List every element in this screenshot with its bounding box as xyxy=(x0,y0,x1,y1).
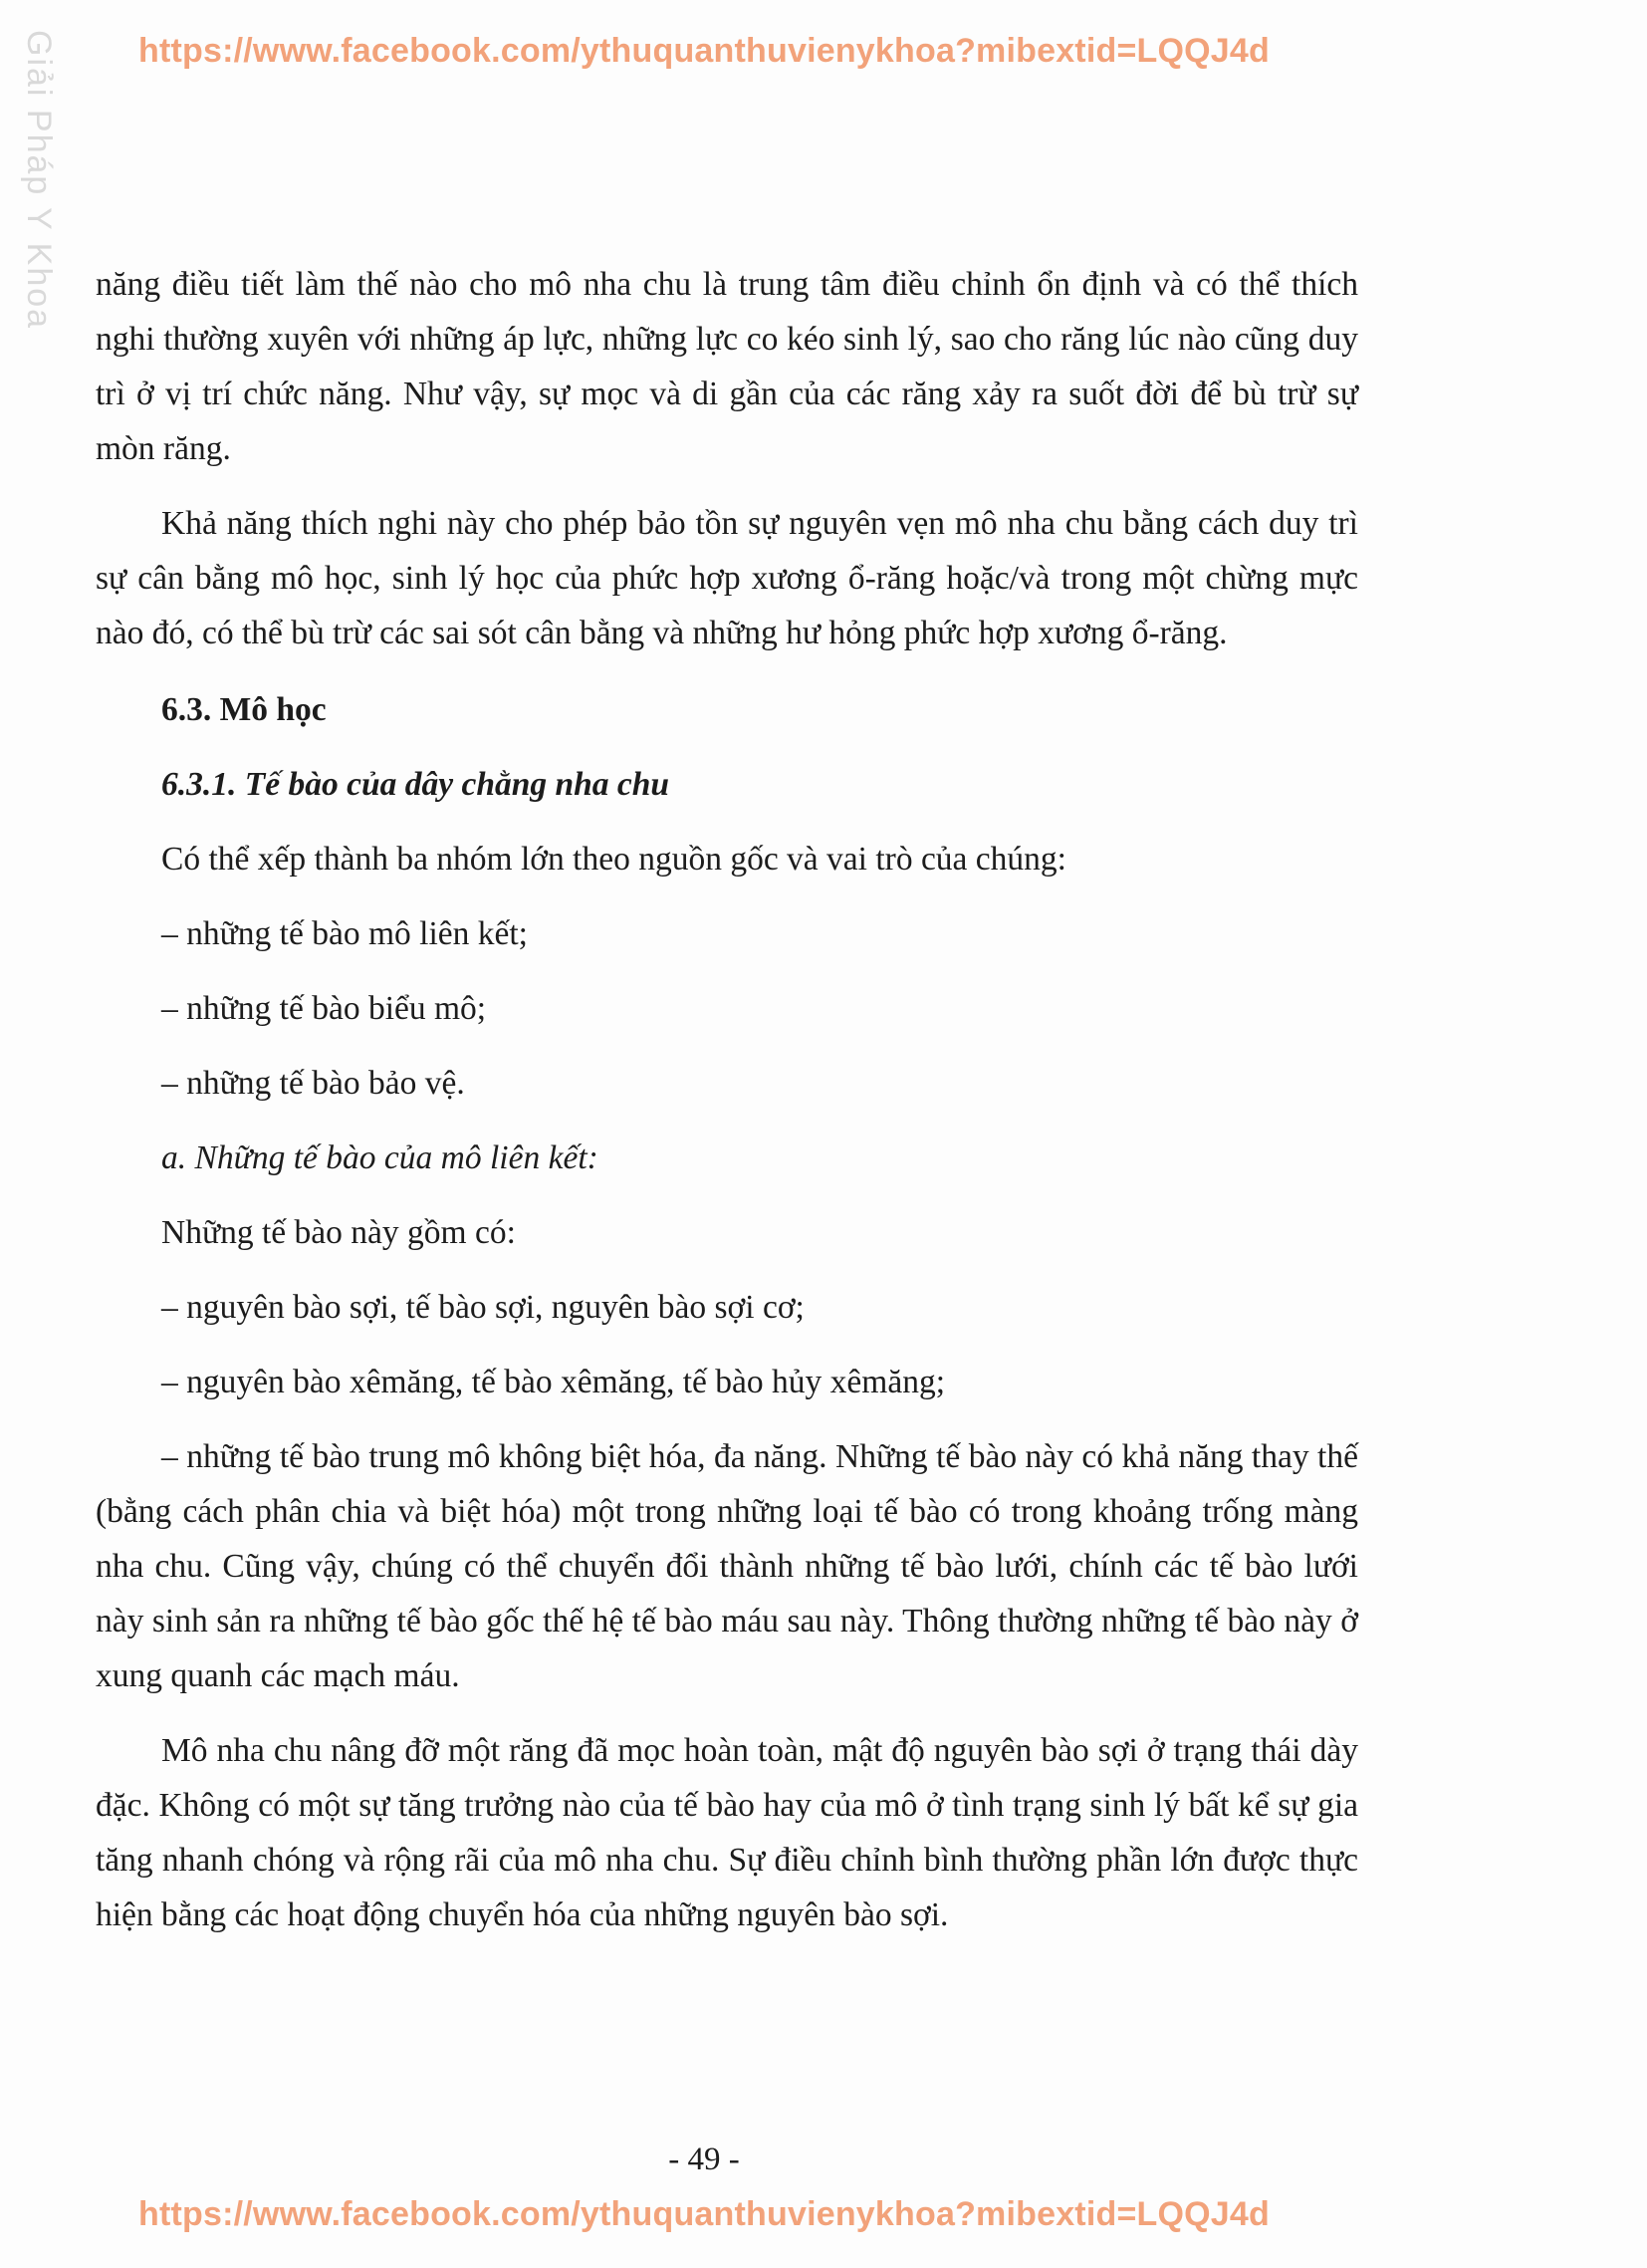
page-number: - 49 - xyxy=(668,2142,740,2177)
subsection-a-title: a. Những tế bào của mô liên kết: xyxy=(161,1139,598,1176)
groups-intro: Có thể xếp thành ba nhóm lớn theo nguồn gốc và vai trò của chúng: xyxy=(161,841,1066,878)
list-item: – những tế bào biểu mô; xyxy=(161,990,487,1027)
paragraph-continued: năng điều tiết làm thế nào cho mô nha chu là trung tâm điều chỉnh ổn định và có thể thích nghi thường xuyên với những áp lực, những lực co kéo sinh lý, sao cho răng lúc nào cũng duy trì ở vị trí chức năng. Như vậy, sự mọc và di gần của các răng xảy ra suốt đời để bù trừ sự mòn răng. xyxy=(96,266,1358,467)
watermark-url-top[interactable]: https://www.facebook.com/ythuquanthuvienykhoa?mibextid=LQQJ4d xyxy=(138,32,1270,70)
paragraph-adaptation: Khả năng thích nghi này cho phép bảo tồn sự nguyên vẹn mô nha chu bằng cách duy trì sự cân bằng mô học, sinh lý học của phức hợp xương ổ-răng hoặc/và trong một chừng mực nào đó, có thể bù trừ các sai sót cân bằng và những hư hỏng phức hợp xương ổ-răng. xyxy=(96,505,1358,651)
list-item: – những tế bào mô liên kết; xyxy=(161,915,528,952)
paragraph-final: Mô nha chu nâng đỡ một răng đã mọc hoàn toàn, mật độ nguyên bào sợi ở trạng thái dày đặc. Không có một sự tăng trưởng nào của tế bào hay của mô ở tình trạng sinh lý bất kể sự gia tăng nhanh chóng và rộng rãi của mô nha chu. Sự điều chỉnh bình thường phần lớn được thực hiện bằng các hoạt động chuyển hóa của những nguyên bào sợi. xyxy=(96,1732,1358,1933)
list-item: – nguyên bào sợi, tế bào sợi, nguyên bào sợi cơ; xyxy=(161,1289,805,1326)
side-watermark-text: Giải Pháp Y Khoa xyxy=(20,30,58,331)
list-item: – những tế bào bảo vệ. xyxy=(161,1065,465,1102)
subsection-heading-6-3-1: 6.3.1. Tế bào của dây chằng nha chu xyxy=(161,766,669,803)
page-content xyxy=(96,257,1358,1942)
section-heading-6-3: 6.3. Mô học xyxy=(161,691,327,728)
list-item: – nguyên bào xêmăng, tế bào xêmăng, tế bào hủy xêmăng; xyxy=(161,1364,946,1400)
includes-intro: Những tế bào này gồm có: xyxy=(161,1214,516,1251)
paragraph-mesenchymal: – những tế bào trung mô không biệt hóa, đa năng. Những tế bào này có khả năng thay thế (bằng cách phân chia và biệt hóa) một trong những loại tế bào có trong khoảng trống màng nha chu. Cũng vậy, chúng có thể chuyển đổi thành những tế bào lưới, chính các tế bào lưới này sinh sản ra những tế bào gốc thế hệ tế bào máu sau này. Thông thường những tế bào này ở xung quanh các mạch máu. xyxy=(96,1438,1358,1694)
watermark-url-bottom[interactable]: https://www.facebook.com/ythuquanthuvienykhoa?mibextid=LQQJ4d xyxy=(138,2195,1270,2233)
